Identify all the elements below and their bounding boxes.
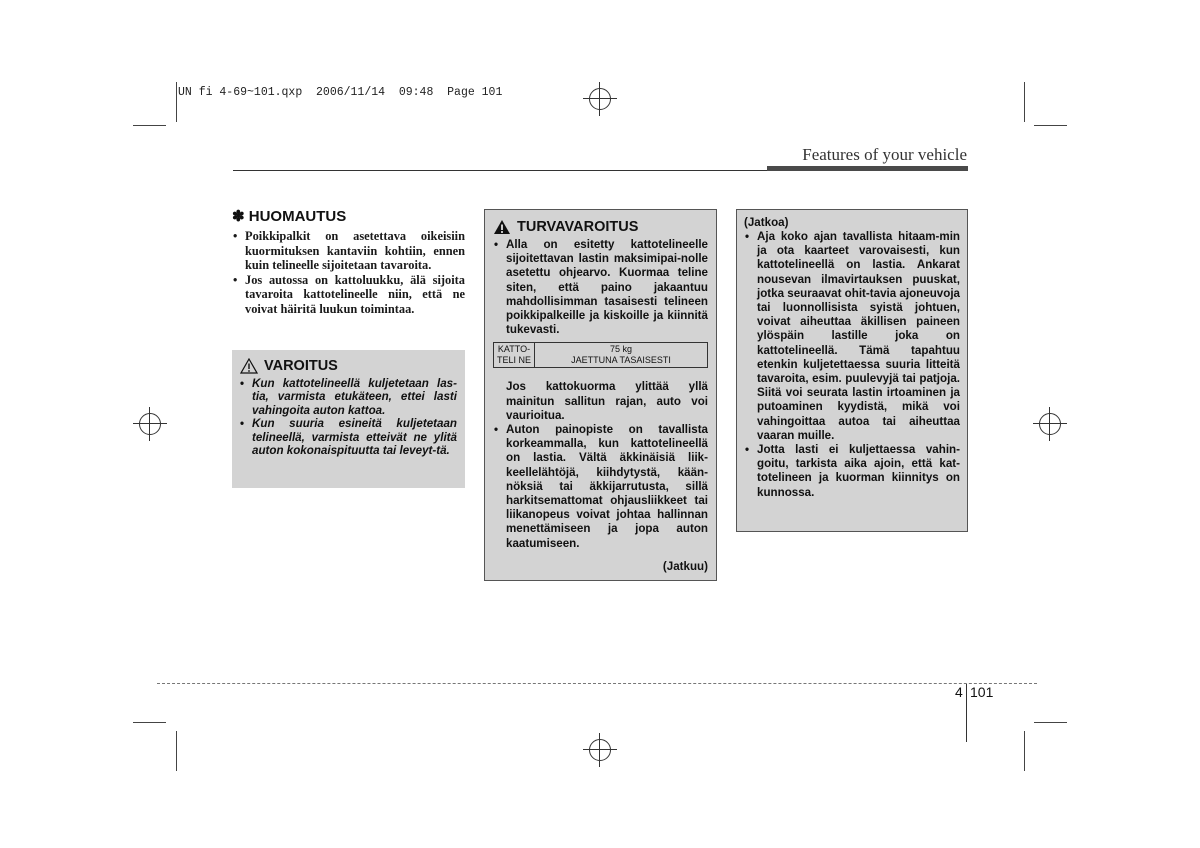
list-item: • Kun kattotelineellä kuljetetaan las-tia, varmista etukäteen, ettei lasti vahingoita auton kattoa. <box>240 377 457 417</box>
list-item: • Jotta lasti ei kuljettaessa vahin-goitu, tarkista aika ajoin, että kat-totelineen ja kuorman kiinnitys on kunnossa. <box>744 443 960 500</box>
crop-mark <box>1024 731 1025 771</box>
warning-title: VAROITUS <box>264 358 338 374</box>
registration-mark-icon <box>133 407 167 441</box>
list-item: • Kun suuria esineitä kuljetetaan telineellä, varmista etteivät ne ylitä auton kokonaispituutta tai leveyt-tä. <box>240 417 457 457</box>
list-item: • Aja koko ajan tavallista hitaam-min ja ota kaarteet varovaisesti, kun kattotelineellä on lastia. Ankarat nousevan ilmavirtauksen puuskat, jotka seuraavat ohit-tavia ajoneuvoja tai luonnollisista syistä johtuen, voivat aiheuttaa äkillisen paineen ylöspäin lastille joka on kattotelineellä. Tämä tapahtuu etenkin kuljetettaessa suuria litteitä tavaroita, esim. puulevyjä tai patjoja. Siitä voi seurata lastin irtoaminen ja putoaminen kyydistä, mikä voi vahingoittaa autoa tai aiheuttaa vaaran muille. <box>744 230 960 443</box>
warning-box <box>232 350 465 488</box>
crop-mark <box>1034 125 1067 126</box>
safety-warning-box <box>484 209 717 581</box>
crop-mark <box>1024 82 1025 122</box>
safety-title: TURVAVAROITUS <box>517 219 639 235</box>
registration-mark-icon <box>583 82 617 116</box>
crop-mark <box>133 125 166 126</box>
crop-mark <box>133 722 166 723</box>
page-separator <box>966 684 967 742</box>
page-number: 101 <box>970 684 994 700</box>
warning-header <box>240 358 457 374</box>
chapter-number: 4 <box>955 684 963 700</box>
header-bar <box>767 166 968 171</box>
section-title: Features of your vehicle <box>802 145 967 164</box>
continued-label: (Jatkuu) <box>662 559 708 573</box>
notice-list <box>232 229 465 316</box>
crop-mark <box>176 82 177 122</box>
continuation-box <box>736 209 968 532</box>
continuation-head: (Jatkoa) <box>744 216 789 229</box>
safety-list <box>493 238 708 337</box>
list-item: • Auton painopiste on tavallista korkeammalla, kun kattotelineellä on lastia. Vältä äkkinäisiä liik-keellelähtöjä, kiihdytystä, kään-nöksiä tai äkkijarrutusta, sillä harkitsemattomat ohjausliikkeet tai liikanopeus voivat johtaa hallinnan menettämiseen ja jopa auton kaatumiseen. <box>493 423 708 551</box>
notice-section <box>232 207 465 316</box>
load-table <box>493 342 708 368</box>
registration-mark-icon <box>583 733 617 767</box>
table-value-line: JAETTUNA TASAISESTI <box>571 355 671 366</box>
list-item: • Jos autossa on kattoluukku, älä sijoita tavaroita kattotelineelle niin, että ne voivat häiritä luukun toimintaa. <box>232 273 465 317</box>
load-limit-paragraph: Jos kattokuorma ylittää yllä mainitun sallitun rajan, auto voi vaurioitua. <box>506 380 708 422</box>
crop-mark <box>176 731 177 771</box>
warning-triangle-icon <box>493 219 511 235</box>
notice-title: ✽ HUOMAUTUS <box>232 208 347 225</box>
warning-triangle-icon <box>240 358 258 374</box>
table-key-line: TELI NE <box>496 355 531 366</box>
table-value-line: 75 kg <box>609 344 633 355</box>
crop-mark <box>1034 722 1067 723</box>
continuation-list <box>744 230 960 500</box>
table-key-line: KATTO- <box>497 344 531 355</box>
print-slug: UN fi 4-69~101.qxp 2006/11/14 09:48 Page 101 <box>178 86 503 99</box>
table-value <box>535 343 708 368</box>
table-key <box>494 343 535 368</box>
registration-mark-icon <box>1033 407 1067 441</box>
footer-rule <box>157 683 1037 684</box>
list-item: • Poikkipalkit on asetettava oikeisiin kuormituksen kantaviin kohtiin, ennen kuin telineelle sijoitetaan tavaroita. <box>232 229 465 273</box>
warning-list <box>240 377 457 457</box>
list-item: • Alla on esitetty kattotelineelle sijoitettavan lastin maksimipai-nolle asetettu ohjearvo. Kuormaa teline siten, että paino jakaantuu mahdollisimman tasaisesti telineen poikkipalkeille ja kiskoille ja kiinnitä tukevasti. <box>493 238 708 337</box>
safety-header <box>493 219 708 235</box>
safety-list-2 <box>493 423 708 551</box>
